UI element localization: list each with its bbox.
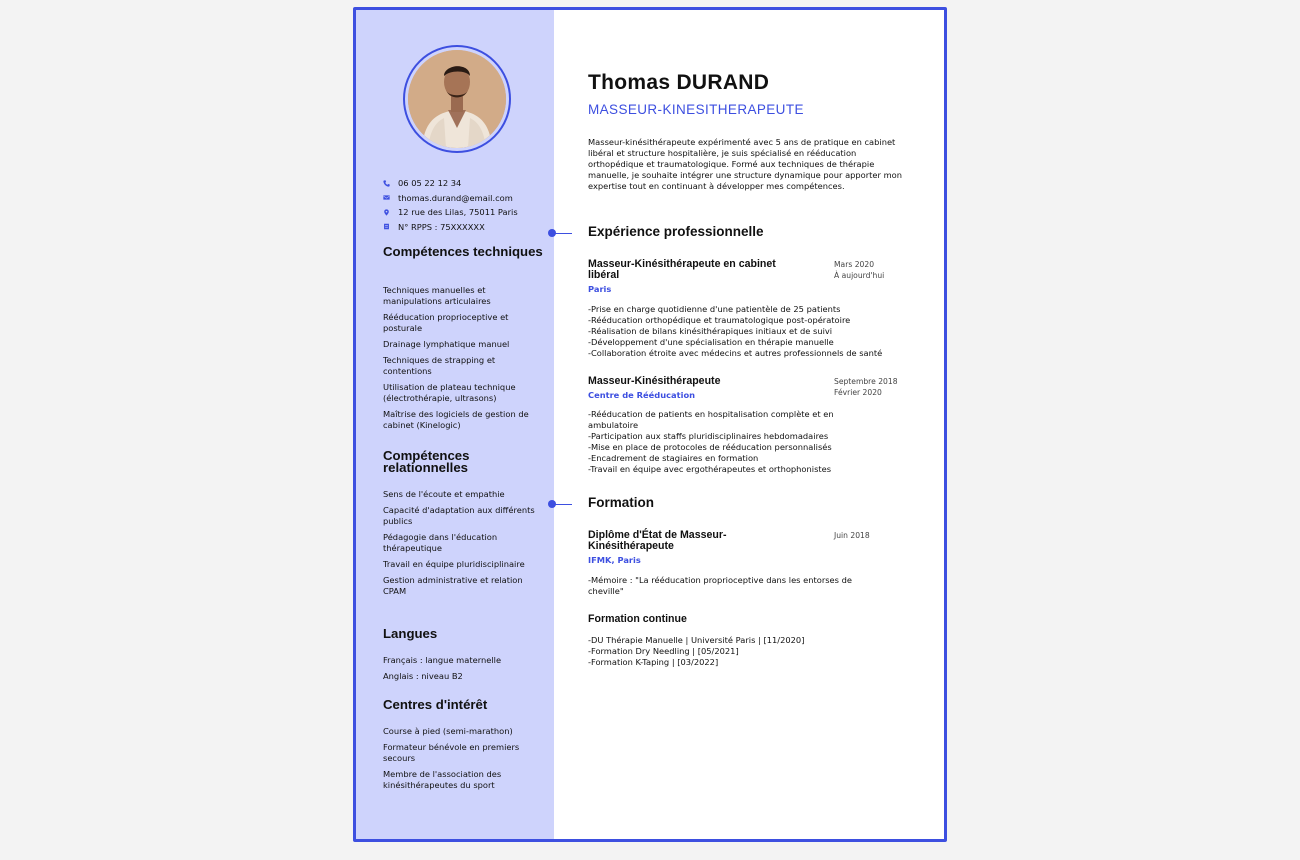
- contact-rpps: [383, 220, 553, 235]
- bullet-item: -Formation K-Taping | [03/2022]: [588, 657, 719, 667]
- languages-list: [383, 655, 541, 687]
- profile-summary: Masseur-kinésithérapeute expérimenté avec 5 ans de pratique en cabinet libéral et structure hospitalière, je suis spécialisé en rééducation orthopédique et traumatologique. Formé aux techniques de thérapie manuelle, je souhaite intégrer une structure dynamique pour apporter mon expertise tout en continuant à développer mes compétences.: [588, 137, 902, 191]
- resume-page: [353, 7, 947, 842]
- entry-title: Masseur-Kinésithérapeute en cabinet libéral: [588, 258, 776, 281]
- entry-date-start: Septembre 2018: [834, 377, 898, 386]
- entry-date-start: Mars 2020: [834, 260, 875, 269]
- bullet-item: -Prise en charge quotidienne d'une patientèle de 25 patients: [588, 304, 841, 314]
- id-card-icon: [383, 223, 398, 230]
- bullet-item: -Participation aux staffs pluridisciplinaires hebdomadaires: [588, 431, 829, 441]
- contact-address: [383, 205, 553, 220]
- list-item: Techniques manuelles et manipulations articulaires: [383, 285, 491, 306]
- entry-bullets: [588, 409, 878, 475]
- entry-date: [834, 259, 914, 281]
- continuing-education-title: Formation continue: [588, 613, 687, 625]
- list-item: Utilisation de plateau technique (électrothérapie, ultrasons): [383, 382, 516, 403]
- job-title: MASSEUR-KINESITHERAPEUTE: [588, 102, 804, 117]
- contact-email: [383, 191, 553, 206]
- list-item: Formateur bénévole en premiers secours: [383, 742, 520, 763]
- bullet-item: -Encadrement de stagiaires en formation: [588, 453, 759, 463]
- soft-skills-title: Compétences relationnelles: [383, 448, 470, 475]
- list-item: Maîtrise des logiciels de gestion de cabinet (Kinelogic): [383, 409, 529, 430]
- list-item: Rééducation proprioceptive et posturale: [383, 312, 509, 333]
- bullet-item: -Rééducation orthopédique et traumatologique post-opératoire: [588, 315, 851, 325]
- entry-date-end: À aujourd'hui: [834, 271, 885, 280]
- experience-entry: [588, 376, 908, 475]
- rpps-text: N° RPPS : 75XXXXXX: [398, 221, 485, 232]
- continuing-items: [588, 635, 904, 668]
- phone-text: 06 05 22 12 34: [398, 178, 462, 189]
- entry-date: [834, 376, 914, 398]
- contact-phone: [383, 176, 553, 191]
- candidate-name: Thomas DURAND: [588, 71, 770, 94]
- degree-note: -Mémoire : "La rééducation proprioceptive dans les entorses de cheville": [588, 575, 852, 596]
- list-item: Travail en équipe pluridisciplinaire: [383, 559, 525, 569]
- list-item: Pédagogie dans l'éducation thérapeutique: [383, 532, 498, 553]
- list-item: Drainage lymphatique manuel: [383, 339, 510, 349]
- contact-info: [383, 176, 553, 234]
- education-title: Formation: [588, 495, 654, 510]
- list-item: Membre de l'association des kinésithérapeutes du sport: [383, 769, 502, 790]
- entry-title: Masseur-Kinésithérapeute: [588, 375, 721, 387]
- entry-place: Paris: [588, 284, 612, 294]
- languages-title: Langues: [383, 626, 438, 641]
- list-item: Techniques de strapping et contentions: [383, 355, 496, 376]
- bullet-item: -Rééducation de patients en hospitalisation complète et en ambulatoire: [588, 409, 834, 430]
- bullet-item: -Collaboration étroite avec médecins et autres professionnels de santé: [588, 348, 883, 358]
- email-icon: [383, 194, 398, 201]
- list-item: Anglais : niveau B2: [383, 671, 463, 681]
- experience-title: Expérience professionnelle: [588, 224, 764, 239]
- email-text: thomas.durand@email.com: [398, 192, 513, 203]
- tech-skills-list: [383, 285, 541, 436]
- degree-place: IFMK, Paris: [588, 555, 641, 565]
- bullet-item: -Formation Dry Needling | [05/2021]: [588, 646, 739, 656]
- phone-icon: [383, 180, 398, 187]
- address-text: 12 rue des Lilas, 75011 Paris: [398, 207, 518, 218]
- degree-note-block: [588, 575, 888, 597]
- list-item: Gestion administrative et relation CPAM: [383, 575, 523, 596]
- degree-date: Juin 2018: [834, 531, 870, 540]
- person-portrait-illustration: [408, 50, 506, 148]
- bullet-item: -Développement d'une spécialisation en thérapie manuelle: [588, 337, 834, 347]
- bullet-item: -Travail en équipe avec ergothérapeutes et orthophonistes: [588, 464, 832, 474]
- experience-entry: [588, 259, 908, 359]
- section-marker: [548, 500, 572, 508]
- list-item: Français : langue maternelle: [383, 655, 502, 665]
- interests-title: Centres d'intérêt: [383, 697, 488, 712]
- entry-date-end: Février 2020: [834, 388, 882, 397]
- interests-list: [383, 726, 541, 796]
- profile-photo-frame: [403, 45, 511, 153]
- soft-skills-list: [383, 489, 541, 602]
- tech-skills-title: Compétences techniques: [383, 244, 543, 259]
- entry-place: Centre de Rééducation: [588, 390, 696, 400]
- list-item: Course à pied (semi-marathon): [383, 726, 513, 736]
- bullet-item: -DU Thérapie Manuelle | Université Paris | [11/2020]: [588, 635, 805, 645]
- bullet-item: -Réalisation de bilans kinésithérapiques initiaux et de suivi: [588, 326, 833, 336]
- sidebar: [356, 10, 554, 839]
- profile-photo: [408, 50, 506, 148]
- bullet-item: -Mise en place de protocoles de rééducation personnalisés: [588, 442, 832, 452]
- continuing-education-list: [588, 635, 908, 668]
- location-icon: [383, 209, 398, 216]
- entry-bullets: [588, 304, 904, 359]
- section-marker: [548, 229, 572, 237]
- main-content: [554, 10, 944, 839]
- list-item: Sens de l'écoute et empathie: [383, 489, 505, 499]
- education-entry: [588, 530, 908, 597]
- degree-title: Diplôme d'État de Masseur-Kinésithérapeute: [588, 529, 727, 552]
- list-item: Capacité d'adaptation aux différents publics: [383, 505, 535, 526]
